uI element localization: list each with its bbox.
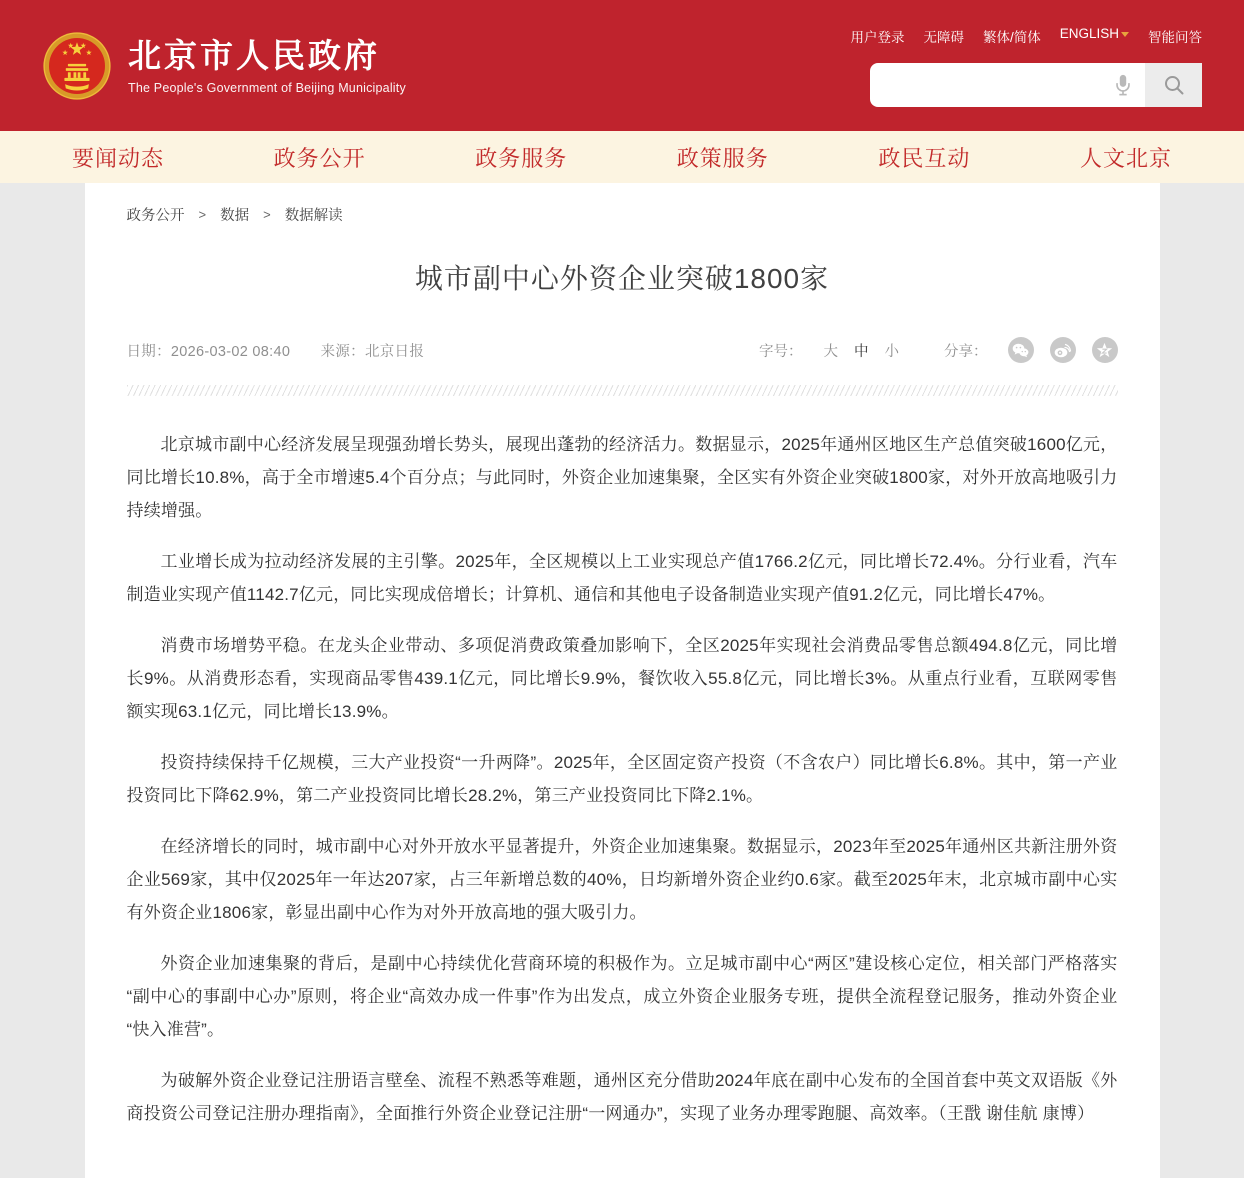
accessibility-link[interactable]: 无障碍 [923,30,964,45]
breadcrumb-item-data[interactable]: 数据 [220,208,250,224]
article-body [127,428,1118,1130]
breadcrumb-item-gov-disclosure[interactable]: 政务公开 [126,208,185,224]
main-nav [0,131,1244,183]
search-icon [1163,74,1185,96]
site-title: 北京市人民政府 [128,37,380,75]
breadcrumb-item-data-interpretation[interactable]: 数据解读 [284,208,343,224]
article-paragraph: 外资企业加速集聚的背后，是副中心持续优化营商环境的积极作为。立足城市副中心“两区”建设核心定位，相关部门严格落实“副中心的事副中心办”原则，将企业“高效办成一件事”作为出发点，成立外资企业服务专班，提供全流程登记服务，推动外资企业“快入准营”。 [126,954,1118,1039]
source-label: 来源： [320,343,365,360]
date-label: 日期： [126,343,171,360]
user-login-link[interactable]: 用户登录 [850,30,905,45]
nav-item-interaction[interactable]: 政民互动 [878,145,971,171]
search-button[interactable] [1145,63,1202,107]
article-source: 北京日报 [364,343,425,360]
site-header [0,0,1244,131]
article-meta-left [127,340,425,361]
article-paragraph: 消费市场增势平稳。在龙头企业带动、多项促消费政策叠加影响下，全区2025年实现社会消费品零售总额494.8亿元，同比增长9%。从消费形态看，实现商品零售439.1亿元，同比增长9.9%，餐饮收入55.8亿元，同比增长3%。从重点行业看，互联网零售额实现63.1亿元，同比增长13.9%。 [126,636,1118,721]
search-bar [870,63,1202,107]
article-meta-right [759,337,1118,363]
microphone-icon[interactable] [1113,74,1133,96]
search-input[interactable] [870,63,1113,107]
nav-item-gov-disclosure[interactable]: 政务公开 [273,145,366,171]
nav-item-culture-beijing[interactable]: 人文北京 [1079,145,1172,171]
chevron-down-icon [1121,32,1129,37]
font-size-large-button[interactable]: 大 [823,343,838,360]
article-paragraph: 工业增长成为拉动经济发展的主引擎。2025年，全区规模以上工业实现总产值1766.2亿元，同比增长72.4%。分行业看，汽车制造业实现产值1142.7亿元，同比实现成倍增长；计算机、通信和其他电子设备制造业实现产值91.2亿元，同比增长47%。 [126,552,1118,604]
favorite-star-icon [1096,342,1113,359]
site-subtitle: The People's Government of Beijing Municipality [128,80,406,95]
nav-item-policy-services[interactable]: 政策服务 [676,145,769,171]
article-paragraph: 北京城市副中心经济发展呈现强劲增长势头，展现出蓬勃的经济活力。数据显示，2025年通州区地区生产总值突破1600亿元，同比增长10.8%，高于全市增速5.4个百分点；与此同时，外资企业加速集聚，全区实有外资企业突破1800家，对外开放高地吸引力持续增强。 [126,435,1118,520]
traditional-simplified-link[interactable]: 繁体/简体 [982,30,1041,45]
weibo-icon [1054,343,1071,358]
font-size-medium-button[interactable]: 中 [854,343,869,360]
weibo-share-button[interactable] [1050,337,1076,363]
national-emblem-logo [42,31,112,101]
nav-item-gov-services[interactable]: 政务服务 [475,145,568,171]
english-link[interactable]: ENGLISH [1060,26,1129,46]
share-label: 分享： [944,343,988,360]
article-page [85,183,1160,1178]
article-meta-row [127,337,1118,363]
site-logo-area[interactable] [42,31,406,101]
wechat-icon [1012,343,1029,358]
wechat-share-button[interactable] [1008,337,1034,363]
page-title: 城市副中心外资企业突破1800家 [414,263,830,294]
hatched-divider [127,385,1118,396]
breadcrumb [127,204,1118,225]
font-size-small-button[interactable]: 小 [884,343,899,360]
article-paragraph: 投资持续保持千亿规模，三大产业投资“一升两降”。2025年，全区固定资产投资（不含农户）同比增长6.8%。其中，第一产业投资同比下降62.9%，第二产业投资同比增长28.2%，第三产业投资同比下降2.1%。 [126,753,1118,805]
nav-item-news[interactable]: 要闻动态 [72,145,165,171]
header-top-links [850,26,1202,46]
favorite-share-button[interactable] [1092,337,1118,363]
smart-qa-link[interactable]: 智能问答 [1148,30,1202,45]
article-date: 2026-03-02 08:40 [170,343,291,360]
font-size-label: 字号： [759,343,803,360]
breadcrumb-separator: > [263,207,271,222]
breadcrumb-separator: > [198,207,207,222]
article-paragraph: 在经济增长的同时，城市副中心对外开放水平显著提升，外资企业加速集聚。数据显示，2023年至2025年通州区共新注册外资企业569家，其中仅2025年一年达207家，占三年新增总数的40%，日均新增外资企业约0.6家。截至2025年末，北京城市副中心实有外资企业1806家，彰显出副中心作为对外开放高地的强大吸引力。 [126,837,1118,922]
article-paragraph: 为破解外资企业登记注册语言壁垒、流程不熟悉等难题，通州区充分借助2024年底在副中心发布的全国首套中英文双语版《外商投资公司登记注册办理指南》，全面推行外资企业登记注册“一网通办”，实现了业务办理零跑腿、高效率。（王戬 谢佳航 康博） [126,1071,1118,1123]
